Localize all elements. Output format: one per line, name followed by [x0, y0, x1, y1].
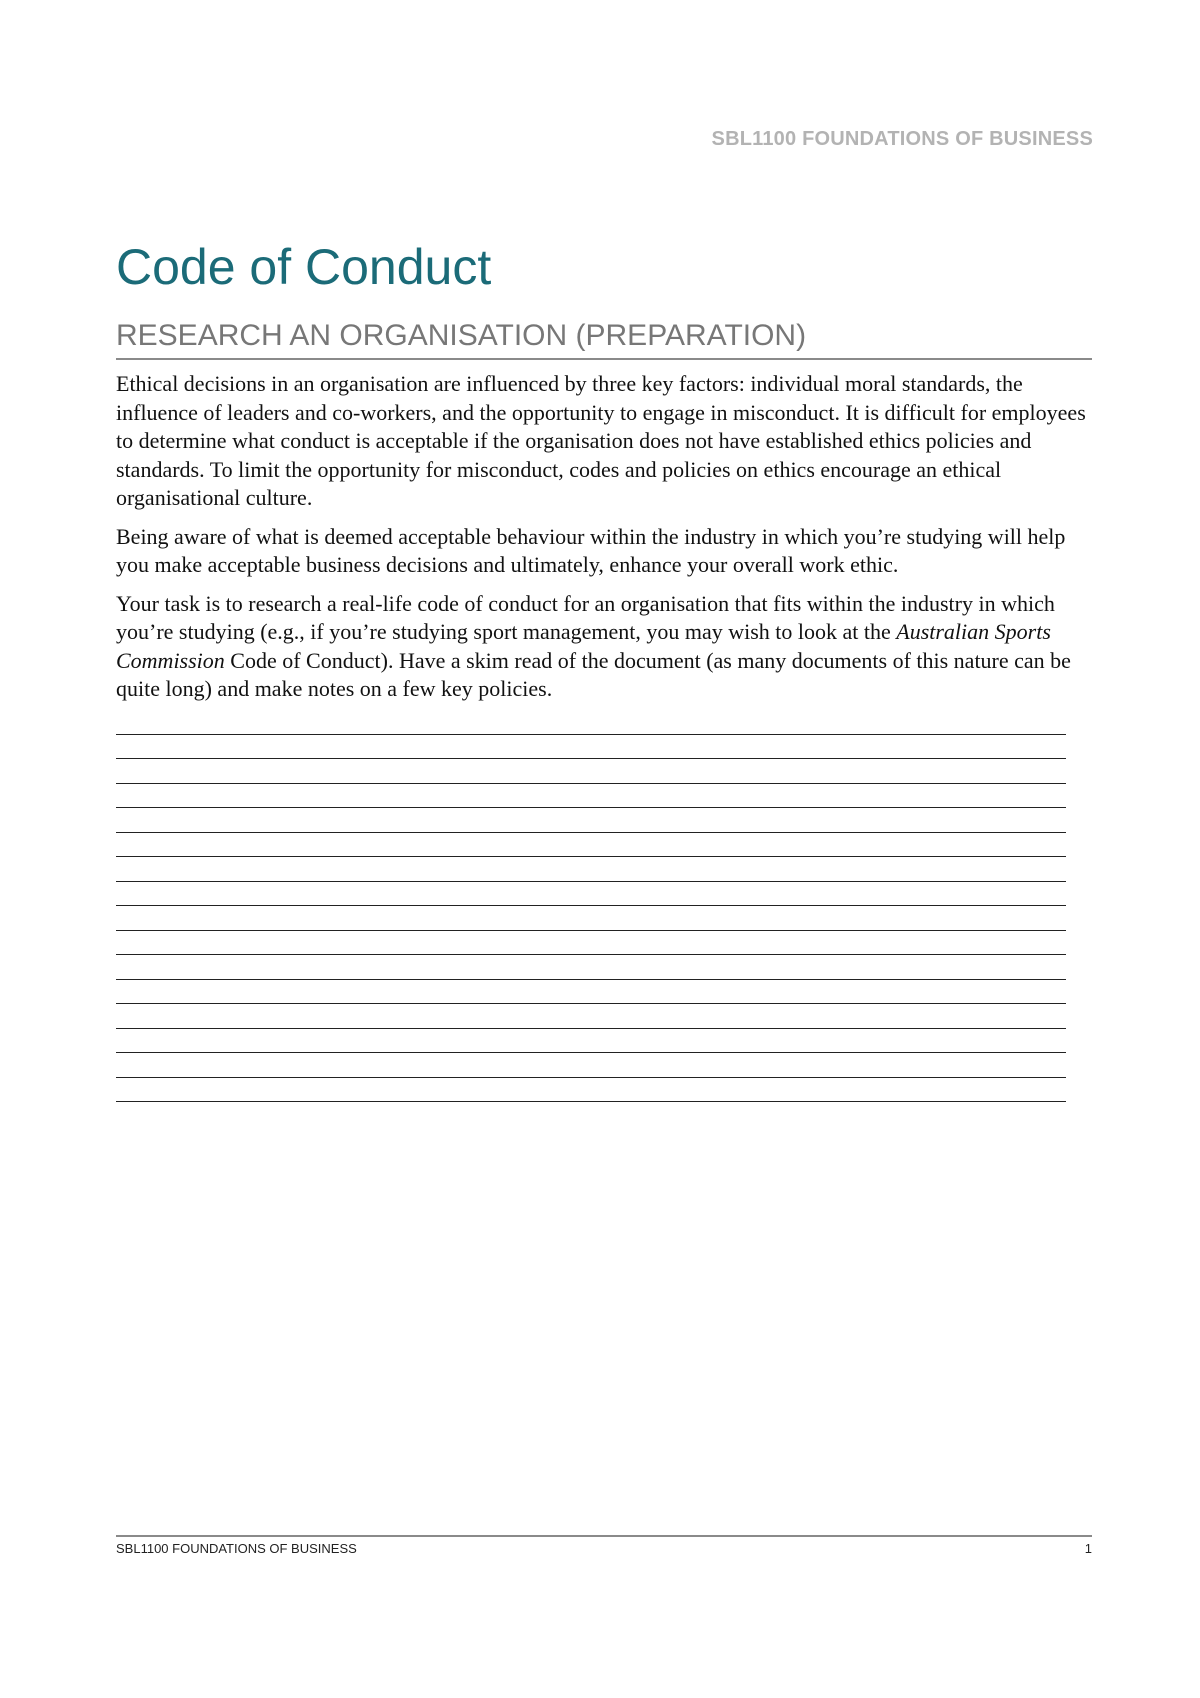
footer-title: SBL1100 FOUNDATIONS OF BUSINESS — [116, 1541, 357, 1556]
page-footer — [116, 1535, 1092, 1556]
page-content — [116, 238, 1092, 1126]
awareness-paragraph: Being aware of what is deemed acceptable behaviour within the industry in which you’re studying will help you make acceptable business decisions and ultimately, enhance your overall work ethic. — [116, 523, 1066, 577]
answer-lines[interactable] — [116, 734, 1066, 1126]
running-header: SBL1100 FOUNDATIONS OF BUSINESS — [711, 128, 1093, 150]
page-number: 1 — [1084, 1541, 1092, 1556]
answer-line[interactable] — [116, 1077, 1066, 1102]
answer-line[interactable] — [116, 758, 1066, 783]
task-text-start: Your task is to research a real-life code of conduct for an organisation that fits within the industry in which you’re studying (e.g., if you’re studying sport management, you may wish to look at the — [116, 590, 1055, 644]
answer-line[interactable] — [116, 930, 1066, 955]
answer-line[interactable] — [116, 1052, 1066, 1077]
answer-line[interactable] — [116, 881, 1066, 906]
answer-line[interactable] — [116, 979, 1066, 1004]
answer-line[interactable] — [116, 1101, 1066, 1126]
task-paragraph — [116, 590, 1092, 704]
answer-line[interactable] — [116, 832, 1066, 857]
task-organisation-name: Australian Sports Commission — [116, 619, 1051, 673]
answer-line[interactable] — [116, 1028, 1066, 1053]
answer-line[interactable] — [116, 807, 1066, 832]
answer-line[interactable] — [116, 734, 1066, 759]
answer-line[interactable] — [116, 1003, 1066, 1028]
answer-line[interactable] — [116, 905, 1066, 930]
section-heading: RESEARCH AN ORGANISATION (PREPARATION) — [116, 318, 1092, 360]
intro-paragraph: Ethical decisions in an organisation are influenced by three key factors: individual moral standards, the influence of leaders and co-workers, and the opportunity to engage in misconduct. It is difficult for employees to determine what conduct is acceptable if the organisation does not have established ethics policies and standards. To limit the opportunity for misconduct, codes and policies on ethics encourage an ethical organisational culture. — [116, 371, 1086, 510]
answer-line[interactable] — [116, 954, 1066, 979]
task-text-end: Code of Conduct). Have a skim read of the document (as many documents of this nature can be quite long) and make notes on a few key policies. — [116, 647, 1071, 701]
document-title: Code of Conduct — [116, 239, 492, 295]
answer-line[interactable] — [116, 783, 1066, 808]
answer-line[interactable] — [116, 856, 1066, 881]
